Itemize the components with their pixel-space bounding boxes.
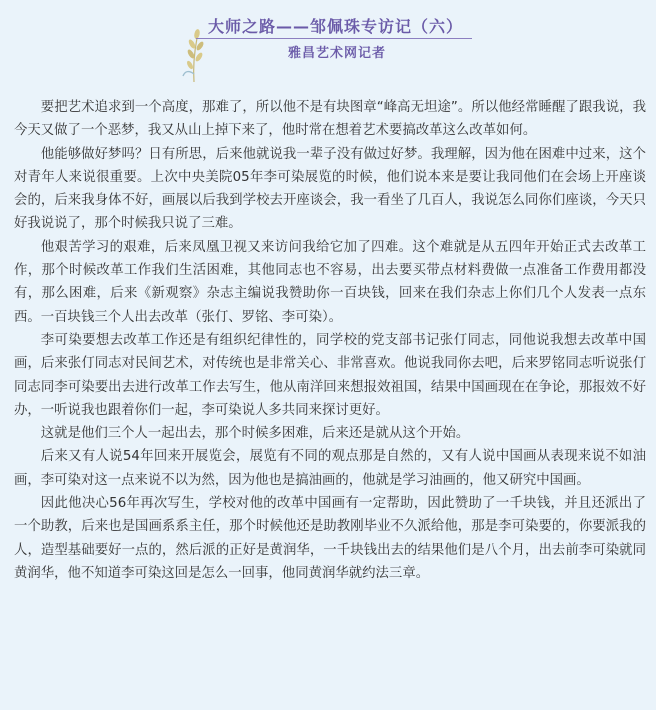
wheat-icon — [180, 24, 208, 84]
article-title: 大师之路——邹佩珠专访记（六） — [208, 17, 464, 36]
paragraph: 后来又有人说54年回来开展览会，展览有不同的观点那是自然的，又有人说中国画从表现来说不如油画，李可染对这一点来说不以为然，因为他也是搞油画的，他就是学习油画的，他又研究中国画。 — [14, 449, 646, 488]
title-divider — [196, 38, 472, 39]
article-byline: 雅昌艺术网记者 — [288, 46, 387, 61]
paragraph: 李可染要想去改革工作还是有组织纪律性的，同学校的党支部书记张仃同志，同他说我想去改革中国画，后来张仃同志对民间艺术，对传统也是非常关心、非常喜欢。他说我同你去吧，后来罗铭同志听说张仃同志同李可染要出去进行改革工作去写生，他从南洋回来想报效祖国，结果中国画现在在争论，那报效不好办，一听说我也跟着你们一起，李可染说人多共同来探讨更好。 — [14, 332, 646, 418]
paragraph: 因此他决心56年再次写生，学校对他的改革中国画有一定帮助，因此赞助了一千块钱，并且还派出了一个助教，后来也是国画系系主任，那个时候他还是助教刚毕业不久派给他，那是李可染要的，你要派我的人，造型基础要好一点的，然后派的正好是黄润华，一千块钱出去的结果他们是八个月，出去前李可染就同黄润华，他不知道李可染这回是怎么一回事，他同黄润华就约法三章。 — [14, 496, 646, 581]
article-body — [14, 96, 646, 585]
paragraph: 他艰苦学习的艰难，后来凤凰卫视又来访问我给它加了四难。这个难就是从五四年开始正式去改革工作，那个时候改革工作我们生活困难，其他同志也不容易，出去要买带点材料费做一点准备工作费用都没有，那么困难，后来《新观察》杂志主编说我赞助你一百块钱，回来在我们杂志上你们几个人发表一点东西。一百块钱三个人出去改革（张仃、罗铭、李可染）。 — [14, 239, 646, 325]
paragraph: 要把艺术追求到一个高度，那难了，所以他不是有块图章“峰高无坦途”。所以他经常睡醒了跟我说，我今天又做了一个恶梦，我又从山上掉下来了，他时常在想着艺术要搞改革这么改革如何。 — [14, 100, 646, 139]
paragraph: 他能够做好梦吗？日有所思，后来他就说我一辈子没有做过好梦。我理解，因为他在困难中过来，这个对青年人来说很重要。上次中央美院05年李可染展览的时候，他们说本来是要让我同他们在会场上开座谈会的，后来我身体不好，画展以后我到学校去开座谈会，我一看坐了几百人，我说怎么同你们座谈，今天只好我说说了，那个时候我只说了三难。 — [14, 146, 646, 232]
article-header — [0, 0, 656, 86]
paragraph: 这就是他们三个人一起出去，那个时候多困难，后来还是就从这个开始。 — [40, 426, 470, 442]
